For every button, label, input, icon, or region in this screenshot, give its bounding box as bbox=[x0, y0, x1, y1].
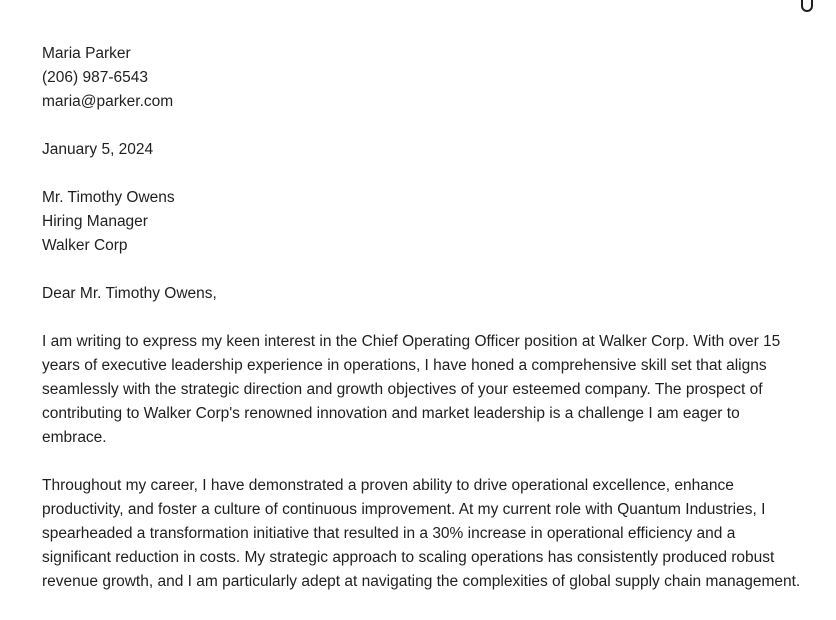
date-block bbox=[42, 138, 802, 162]
body-paragraph-1: I am writing to express my keen interest in the Chief Operating Officer position at Walker Corp. With over 15 years of executive leadership experience in operations, I have honed a comprehensive skill set that aligns seamlessly with the strategic direction and growth objectives of your esteemed company. The prospect of contributing to Walker Corp's renowned innovation and market leadership is a challenge I am eager to embrace. bbox=[42, 333, 781, 446]
sender-phone: (206) 987-6543 bbox=[42, 69, 148, 86]
recipient-block bbox=[42, 186, 802, 258]
salutation-block bbox=[42, 282, 802, 306]
recipient-title: Hiring Manager bbox=[42, 213, 148, 230]
recipient-company: Walker Corp bbox=[42, 237, 128, 254]
sender-email: maria@parker.com bbox=[42, 93, 174, 110]
sender-block bbox=[42, 42, 802, 114]
body-paragraph-2: Throughout my career, I have demonstrated a proven ability to drive operational excellence, enhance productivity, and foster a culture of continuous improvement. At my current role with Quantum Industries, I spearheaded a transformation initiative that resulted in a 30% increase in operational efficiency and a significant reduction in costs. My strategic approach to scaling operations has consistently produced robust revenue growth, and I am particularly adept at navigating the complexities of global supply chain management. bbox=[42, 477, 801, 590]
sender-name: Maria Parker bbox=[42, 45, 131, 62]
salutation: Dear Mr. Timothy Owens, bbox=[42, 285, 217, 302]
cover-letter bbox=[42, 42, 802, 618]
partial-glyph-icon bbox=[800, 0, 814, 14]
letter-date: January 5, 2024 bbox=[42, 141, 154, 158]
recipient-name: Mr. Timothy Owens bbox=[42, 189, 175, 206]
